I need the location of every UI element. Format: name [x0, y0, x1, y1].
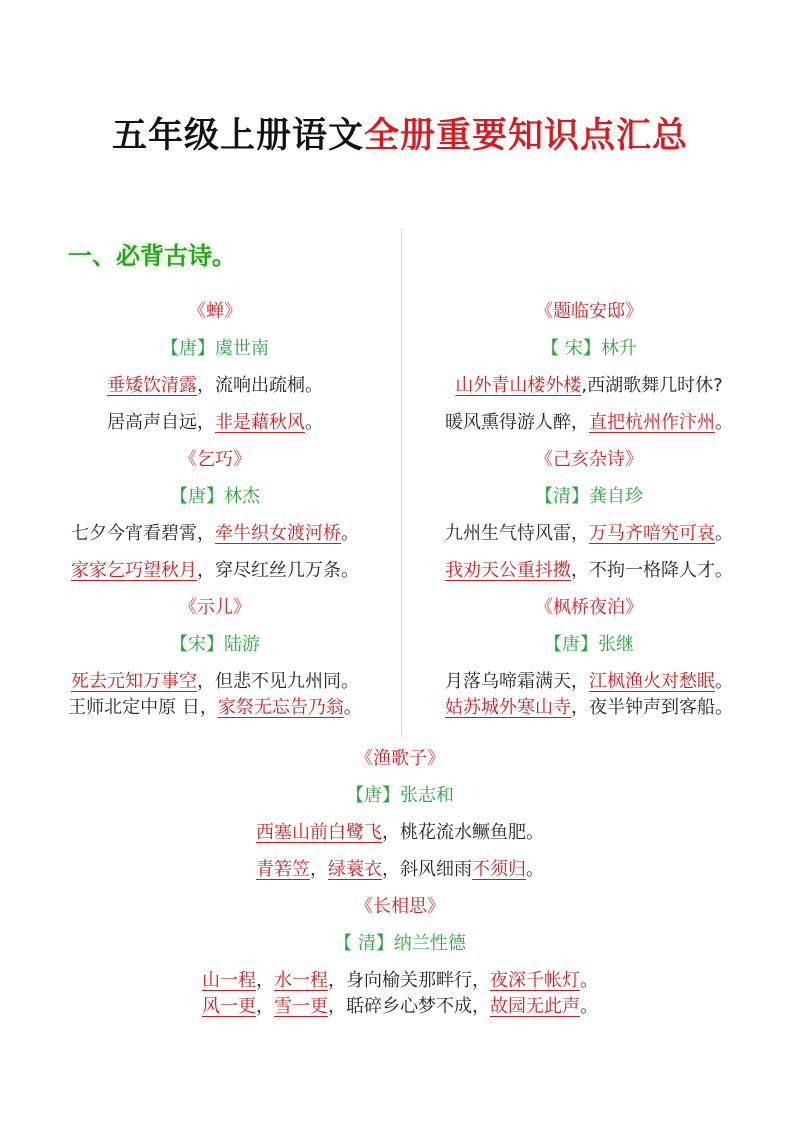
- poem-line: [0, 821, 800, 844]
- poem-line: [0, 858, 800, 881]
- plain-text: 王师北定中原 日，: [68, 697, 218, 718]
- title-part2: 全册重要知识点汇总: [364, 116, 689, 156]
- plain-text: 。: [580, 970, 598, 991]
- poem-title: 《示儿》: [179, 597, 251, 618]
- section-heading: 一、必背古诗。: [68, 241, 236, 270]
- highlight-text: 非是藉秋风: [215, 412, 305, 433]
- plain-text: ，但悲不见九州同。: [197, 671, 359, 692]
- plain-text: 。: [343, 697, 362, 718]
- plain-text: 。: [715, 523, 733, 544]
- left-column: [28, 300, 402, 719]
- highlight-text: 直把杭州作汴州: [589, 412, 715, 433]
- plain-text: ，: [256, 996, 274, 1017]
- highlight-text: 故园无此声: [490, 996, 580, 1017]
- highlight-text: 夜深千帐灯: [490, 970, 580, 991]
- poem-title: 《蝉》: [188, 301, 242, 322]
- highlight-text: 家祭无忘告乃翁: [217, 697, 344, 718]
- poem-fengqiao: [402, 596, 776, 719]
- poem-title: 《己亥杂诗》: [535, 449, 643, 470]
- poem-line: [28, 522, 402, 545]
- plain-text: ,西湖歌舞几时休?: [581, 375, 723, 396]
- highlight-text: 西塞山前白鹭飞: [256, 822, 382, 843]
- poem-line: [402, 696, 776, 719]
- plain-text: 月落乌啼霜满天，: [445, 671, 589, 692]
- poem-author: 【 清】纳兰性德: [334, 933, 466, 954]
- highlight-text: 山外青山楼外楼: [455, 375, 582, 396]
- highlight-text: 雪一更: [274, 996, 328, 1017]
- poem-line: [28, 670, 402, 693]
- poem-jihai: [402, 448, 776, 582]
- highlight-text: 万马齐喑究可哀: [589, 523, 715, 544]
- poem-line: [402, 411, 776, 434]
- poem-line: [402, 522, 776, 545]
- poem-title: 《长相思》: [355, 896, 445, 917]
- poem-line: [402, 559, 776, 582]
- poem-yugezi: [0, 747, 800, 881]
- poem-author: 【宋】陆游: [170, 634, 260, 655]
- plain-text: ，流响出疏桐。: [197, 375, 323, 396]
- highlight-text: 家家乞巧望秋月: [71, 560, 197, 581]
- plain-text: 。: [305, 412, 323, 433]
- poem-line: [402, 670, 776, 693]
- poem-title: 《渔歌子》: [355, 748, 445, 769]
- plain-text: 七夕今宵看碧霄，: [71, 523, 215, 544]
- plain-text: 。: [715, 412, 733, 433]
- plain-text: 居高声自远，: [107, 412, 215, 433]
- poem-line: [0, 969, 800, 992]
- poem-author: 【唐】林杰: [170, 486, 260, 507]
- plain-text: 九州生气恃风雷，: [445, 523, 589, 544]
- poem-author: 【唐】虞世南: [161, 338, 269, 359]
- right-column: [402, 300, 776, 719]
- plain-text: ，夜半钟声到客船。: [571, 697, 733, 718]
- highlight-text: 牵牛织女渡河桥: [215, 523, 341, 544]
- highlight-text: 垂矮饮清露: [107, 375, 197, 396]
- poem-changxiangsi: [0, 895, 800, 1018]
- poem-chan: [28, 300, 402, 434]
- plain-text: ，不拘一格降人才。: [571, 560, 733, 581]
- poem-title: 《枫桥夜泊》: [535, 597, 643, 618]
- plain-text: 。: [715, 671, 733, 692]
- highlight-text: 风一更: [202, 996, 256, 1017]
- plain-text: ，: [256, 970, 274, 991]
- highlight-text: 山一程: [202, 970, 256, 991]
- poem-line: [0, 995, 800, 1018]
- plain-text: ，身向榆关那畔行，: [328, 970, 490, 991]
- poem-shier: [28, 596, 402, 719]
- plain-text: ，斜风细雨: [382, 859, 472, 880]
- poem-author: 【唐】张继: [544, 634, 634, 655]
- highlight-text: 姑苏城外寒山寺: [445, 697, 571, 718]
- plain-text: ，桃花流水鳜鱼肥。: [382, 822, 544, 843]
- poem-tilin: [402, 300, 776, 434]
- highlight-text: 青箬笠: [256, 859, 310, 880]
- highlight-text: 死去元知万事空: [71, 671, 197, 692]
- poem-qiqiao: [28, 448, 402, 582]
- poem-author: 【清】龚自珍: [535, 486, 643, 507]
- highlight-text: 不须归: [472, 859, 526, 880]
- plain-text: ，聒碎乡心梦不成，: [328, 996, 490, 1017]
- poem-line: [28, 411, 402, 434]
- poem-line: [28, 559, 402, 582]
- poem-line: [402, 374, 776, 397]
- poem-line: [28, 374, 402, 397]
- highlight-text: 水一程: [274, 970, 328, 991]
- title-part1: 五年级上册语文: [111, 116, 364, 156]
- plain-text: 。: [341, 523, 359, 544]
- plain-text: 。: [580, 996, 598, 1017]
- plain-text: ，穿尽红丝几万条。: [197, 560, 359, 581]
- bottom-section: [0, 747, 800, 1018]
- poem-line: [28, 696, 402, 719]
- page-title: [0, 108, 800, 158]
- highlight-text: 绿蓑衣: [328, 859, 382, 880]
- plain-text: ，: [310, 859, 328, 880]
- poem-title: 《题临安邸》: [535, 301, 643, 322]
- highlight-text: 江枫渔火对愁眠: [589, 671, 715, 692]
- poem-author: 【唐】张志和: [346, 785, 454, 806]
- poem-title: 《乞巧》: [179, 449, 251, 470]
- highlight-text: 我劝天公重抖擞: [445, 560, 571, 581]
- poem-author: 【 宋】林升: [541, 338, 637, 359]
- plain-text: 暖风熏得游人醉，: [445, 412, 589, 433]
- plain-text: 。: [526, 859, 544, 880]
